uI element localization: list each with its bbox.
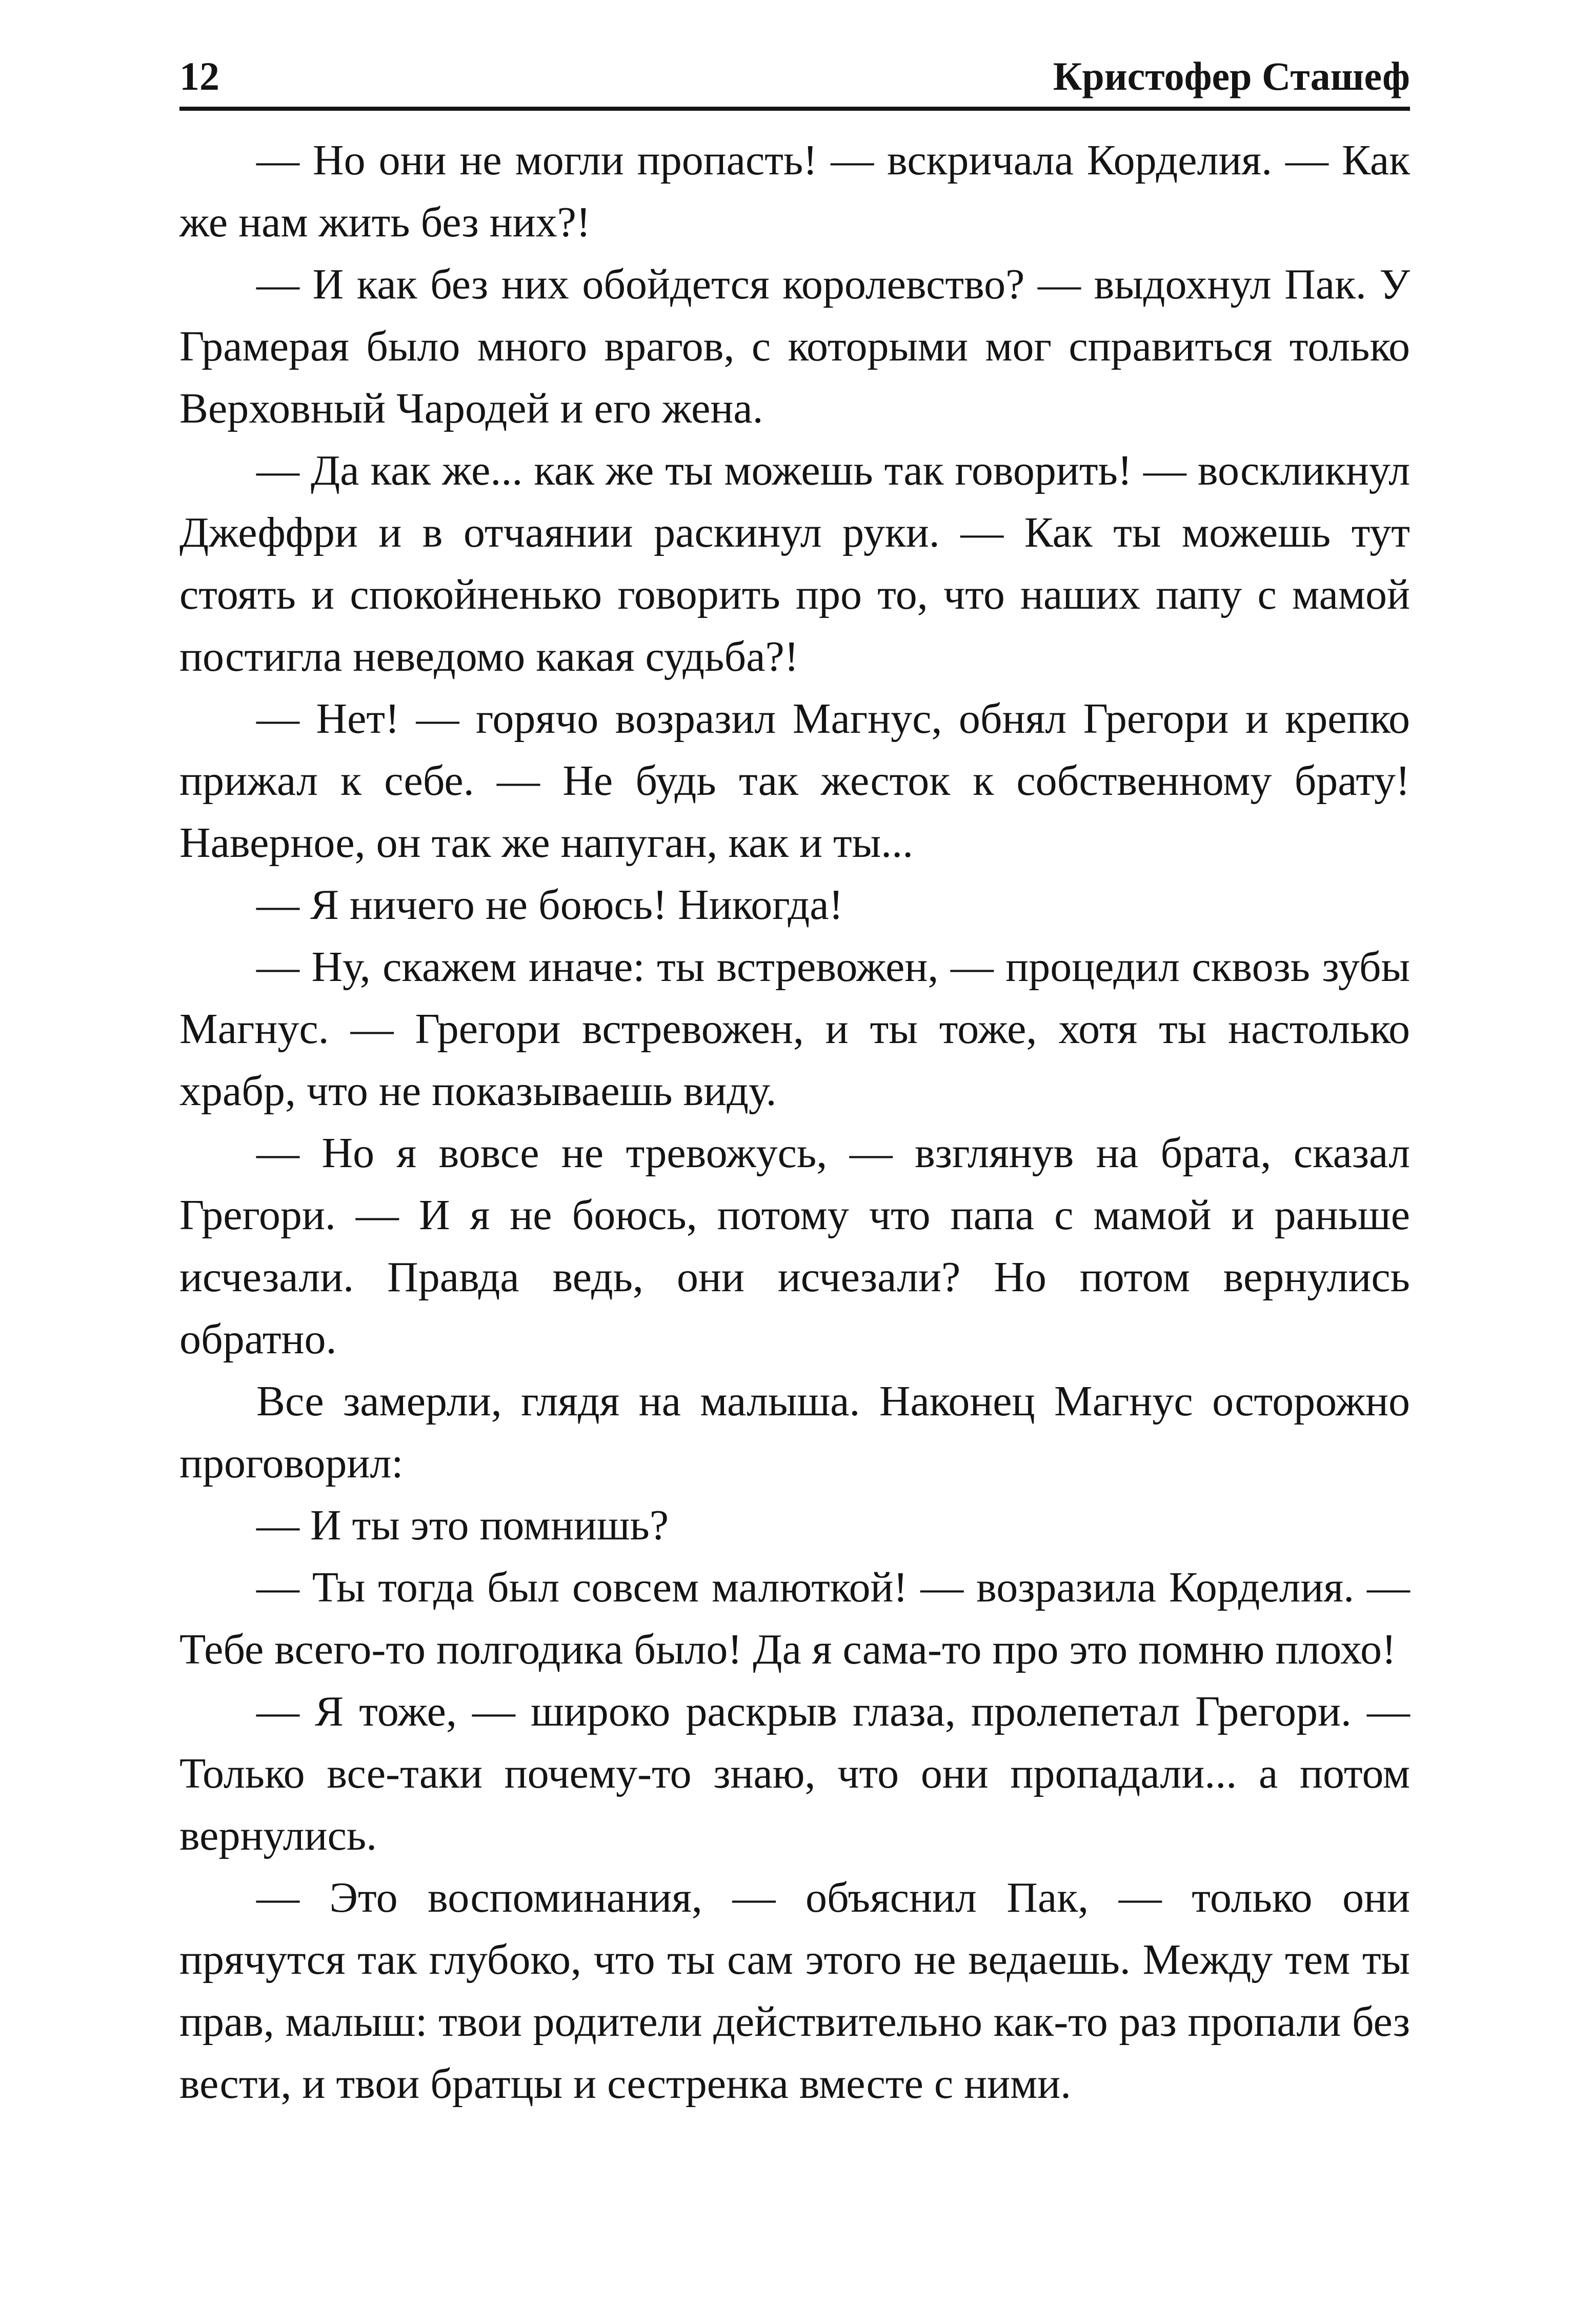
paragraph: — Это воспоминания, — объяснил Пак, — только они прячутся так глубоко, что ты сам этого не ведаешь. Между тем ты прав, малыш: твои родители действительно как-то раз пропали без вести, и твои братцы и сестренка вместе с ними. [179, 1874, 1410, 2108]
paragraph: — Я тоже, — широко раскрыв глаза, пролепетал Грегори. — Только все-таки почему-то знаю, что они пропадали... а потом вернулись. [179, 1688, 1410, 1859]
paragraph: — Ну, скажем иначе: ты встревожен, — процедил сквозь зубы Магнус. — Грегори встревожен, и ты тоже, хотя ты настолько храбр, что не показываешь виду. [179, 943, 1410, 1115]
paragraph: — Да как же... как же ты можешь так говорить! — воскликнул Джеффри и в отчаянии раскинул руки. — Как ты можешь тут стоять и спокойненько говорить про то, что наших папу с мамой постигла неведомо какая судьба?! [179, 447, 1410, 680]
header-author: Кристофер Сташеф [1053, 54, 1410, 98]
book-page [179, 56, 1410, 2115]
paragraph: — И как без них обойдется королевство? — выдохнул Пак. У Грамерая было много врагов, с которыми мог справиться только Верховный Чародей и его жена. [179, 261, 1410, 432]
page-number: 12 [179, 54, 219, 98]
paragraph: Все замерли, глядя на малыша. Наконец Магнус осторожно проговорил: [179, 1377, 1410, 1487]
paragraph: — Ты тогда был совсем малюткой! — возразила Корделия. — Тебе всего-то полгодика было! Да я сама-то про это помню плохо! [179, 1564, 1410, 1673]
paragraph: — Я ничего не боюсь! Никогда! [256, 881, 843, 929]
paragraph: — Нет! — горячо возразил Магнус, обнял Грегори и крепко прижал к себе. — Не будь так жесток к собственному брату! Наверное, он так же напуган, как и ты... [179, 695, 1410, 867]
running-head [179, 56, 1410, 111]
paragraph: — Но они не могли пропасть! — вскричала Корделия. — Как же нам жить без них?! [179, 136, 1410, 246]
paragraph: — И ты это помнишь? [256, 1501, 669, 1549]
paragraph: — Но я вовсе не тревожусь, — взглянув на брата, сказал Грегори. — И я не боюсь, потому что папа с мамой и раньше исчезали. Правда ведь, они исчезали? Но потом вернулись обратно. [179, 1129, 1410, 1363]
body-text [179, 129, 1410, 2115]
